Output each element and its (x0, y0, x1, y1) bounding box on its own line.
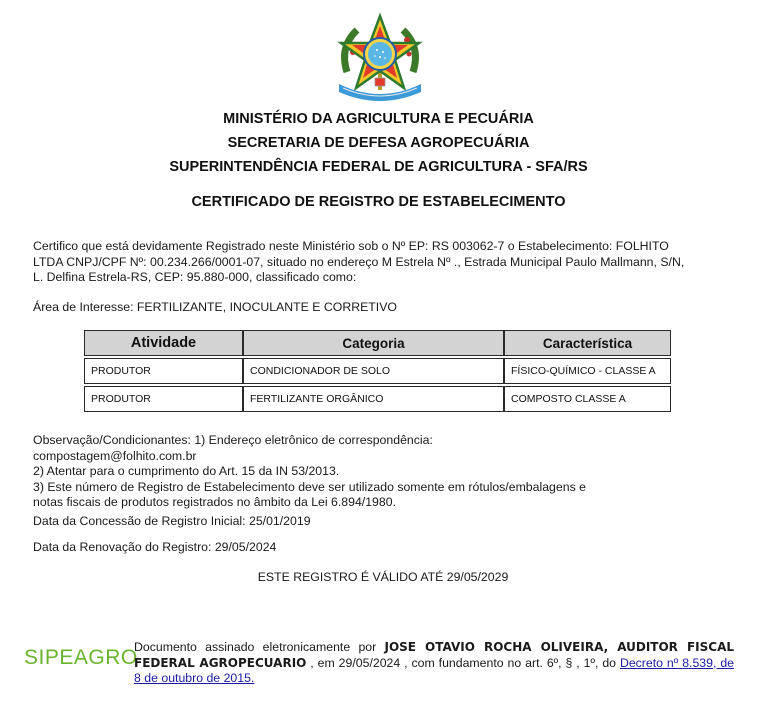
observation-line: Observação/Condicionantes: 1) Endereço eletrônico de correspondência: (33, 433, 433, 447)
signer-name-line1: JOSE OTAVIO ROCHA OLIVEIRA, AUDITOR FISCAL (384, 640, 734, 654)
validity-statement: ESTE REGISTRO É VÁLIDO ATÉ 29/05/2029 (257, 570, 509, 584)
signer-name-line2: FEDERAL AGROPECUARIO (134, 655, 307, 670)
sipeagro-logo (24, 644, 138, 672)
table-cell: CONDICIONADOR DE SOLO (243, 358, 504, 384)
brazil-coat-of-arms-icon (333, 12, 427, 104)
observations (33, 433, 586, 511)
sipeagro-logo-text: SIPEAGRO (24, 646, 138, 669)
renewal-date: Data da Renovação do Registro: 29/05/2024 (33, 540, 277, 554)
initial-registration-date: Data da Concessão de Registro Inicial: 25/01/2019 (33, 514, 311, 528)
superintendency-heading: SUPERINTENDÊNCIA FEDERAL DE AGRICULTURA - SFA/RS (169, 159, 588, 175)
ministry-heading: MINISTÉRIO DA AGRICULTURA E PECUÁRIA (223, 111, 534, 127)
certificate-paragraph (33, 239, 684, 286)
table-cell: COMPOSTO CLASSE A (504, 386, 671, 412)
table-row (84, 386, 671, 412)
observation-line: 3) Este número de Registro de Estabelecimento deve ser utilizado somente em rótulos/embalagens e (33, 479, 586, 494)
table-cell: PRODUTOR (84, 386, 243, 412)
area-of-interest: Área de Interesse: FERTILIZANTE, INOCULANTE E CORRETIVO (33, 300, 397, 314)
table-header-row (84, 330, 671, 356)
observation-email: compostagem@folhito.com.br (33, 448, 197, 463)
certificate-line: Certifico que está devidamente Registrado neste Ministério sob o Nº EP: RS 003062-7 o Estabelecimento: FOLHITO (33, 239, 669, 253)
column-header-categoria: Categoria (243, 330, 504, 356)
observation-line: 2) Atentar para o cumprimento do Art. 15 da IN 53/2013. (33, 464, 340, 478)
secretariat-heading: SECRETARIA DE DEFESA AGROPECUÁRIA (227, 135, 530, 151)
table-cell: FÍSICO-QUÍMICO - CLASSE A (504, 358, 671, 384)
decree-link-text[interactable]: Decreto nº (619, 655, 679, 670)
signature-date-basis: , em 29/05/2024 , com fundamento no art. 6º, § , 1º, do (306, 655, 620, 670)
signature-prefix: Documento assinado eletronicamente por (134, 640, 385, 654)
column-header-atividade: Atividade (84, 330, 243, 356)
document-title: CERTIFICADO DE REGISTRO DE ESTABELECIMENTO (191, 194, 566, 210)
table-row (84, 358, 671, 384)
electronic-signature-block (134, 640, 734, 687)
certificate-line: LTDA CNPJ/CPF Nº: 00.234.266/0001-07, situado no endereço M Estrela Nº ., Estrada Municipal Paulo Mallmann, S/N, (33, 254, 685, 269)
certificate-line: L. Delfina Estrela-RS, CEP: 95.880-000, classificado como: (33, 270, 357, 284)
observation-line: notas fiscais de produtos registrados no âmbito da Lei 6.894/1980. (33, 495, 396, 509)
table-cell: PRODUTOR (84, 358, 243, 384)
column-header-caracteristica: Característica (504, 330, 671, 356)
decree-link-text[interactable]: 8.539, de 8 de outubro de 2015. (134, 655, 735, 685)
table-cell: FERTILIZANTE ORGÂNICO (243, 386, 504, 412)
classification-table (84, 328, 671, 414)
